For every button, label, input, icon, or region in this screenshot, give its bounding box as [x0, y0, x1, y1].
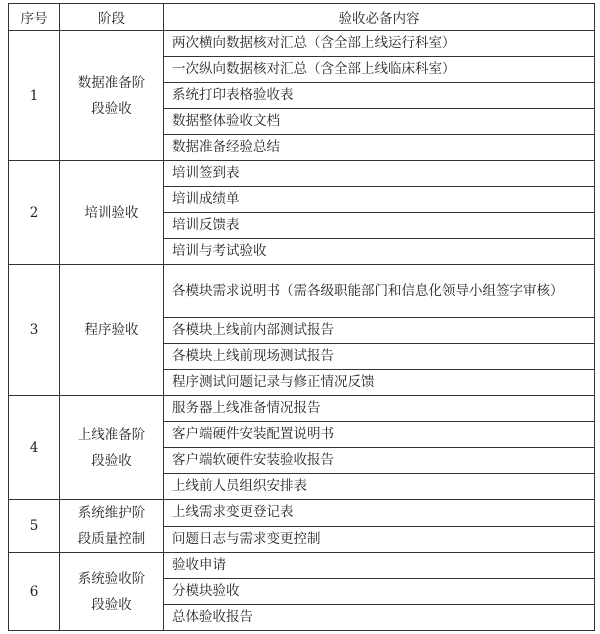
stage-cell — [60, 31, 164, 161]
table-row — [9, 553, 595, 579]
stage-label: 段质量控制 — [77, 531, 146, 547]
content-item: 培训成绩单 — [164, 187, 595, 213]
content-item: 上线需求变更登记表 — [164, 500, 595, 527]
stage-label: 系统验收阶 — [77, 570, 146, 587]
stage-cell — [60, 161, 164, 265]
row-number: 6 — [9, 553, 60, 631]
stage-label: 系统维护阶 — [77, 505, 146, 521]
row-number: 2 — [9, 161, 60, 265]
table-row — [9, 265, 595, 318]
table-row — [9, 396, 595, 422]
content-item: 总体验收报告 — [164, 605, 595, 631]
content-item: 数据整体验收文档 — [164, 109, 595, 135]
stage-label: 程序验收 — [84, 322, 139, 338]
stage-label: 数据准备阶 — [77, 74, 146, 91]
content-item: 一次纵向数据核对汇总（含全部上线临床科室） — [164, 57, 595, 83]
header-row — [9, 4, 595, 31]
stage-cell — [60, 396, 164, 500]
row-number: 3 — [9, 265, 60, 396]
acceptance-table — [8, 3, 595, 631]
content-item: 培训与考试验收 — [164, 239, 595, 265]
stage-label: 段验收 — [91, 100, 132, 117]
table-row — [9, 500, 595, 527]
stage-label: 培训验收 — [84, 204, 139, 221]
content-item: 培训反馈表 — [164, 213, 595, 239]
content-item: 各模块上线前内部测试报告 — [164, 318, 595, 344]
content-item: 培训签到表 — [164, 161, 595, 187]
stage-cell — [60, 265, 164, 396]
content-item: 各模块上线前现场测试报告 — [164, 344, 595, 370]
header-stage: 阶段 — [60, 4, 164, 31]
content-item: 验收申请 — [164, 553, 595, 579]
content-item: 两次横向数据核对汇总（含全部上线运行科室） — [164, 31, 595, 57]
table-row — [9, 161, 595, 187]
header-num: 序号 — [9, 4, 60, 31]
row-number: 1 — [9, 31, 60, 161]
content-item: 问题日志与需求变更控制 — [164, 526, 595, 553]
content-item: 数据准备经验总结 — [164, 135, 595, 161]
content-item: 服务器上线准备情况报告 — [164, 396, 595, 422]
stage-label: 上线准备阶 — [77, 426, 146, 443]
stage-label: 段验收 — [91, 452, 132, 469]
content-item: 分模块验收 — [164, 579, 595, 605]
stage-label: 段验收 — [91, 596, 132, 613]
header-content: 验收必备内容 — [164, 4, 595, 31]
stage-cell — [60, 553, 164, 631]
row-number: 5 — [9, 500, 60, 553]
content-item: 程序测试问题记录与修正情况反馈 — [164, 370, 595, 396]
content-item: 客户端硬件安装配置说明书 — [164, 422, 595, 448]
table-row — [9, 31, 595, 57]
content-item: 客户端软硬件安装验收报告 — [164, 448, 595, 474]
content-item: 系统打印表格验收表 — [164, 83, 595, 109]
stage-cell — [60, 500, 164, 553]
content-item: 上线前人员组织安排表 — [164, 474, 595, 500]
content-item: 各模块需求说明书（需各级职能部门和信息化领导小组签字审核） — [164, 265, 595, 318]
row-number: 4 — [9, 396, 60, 500]
